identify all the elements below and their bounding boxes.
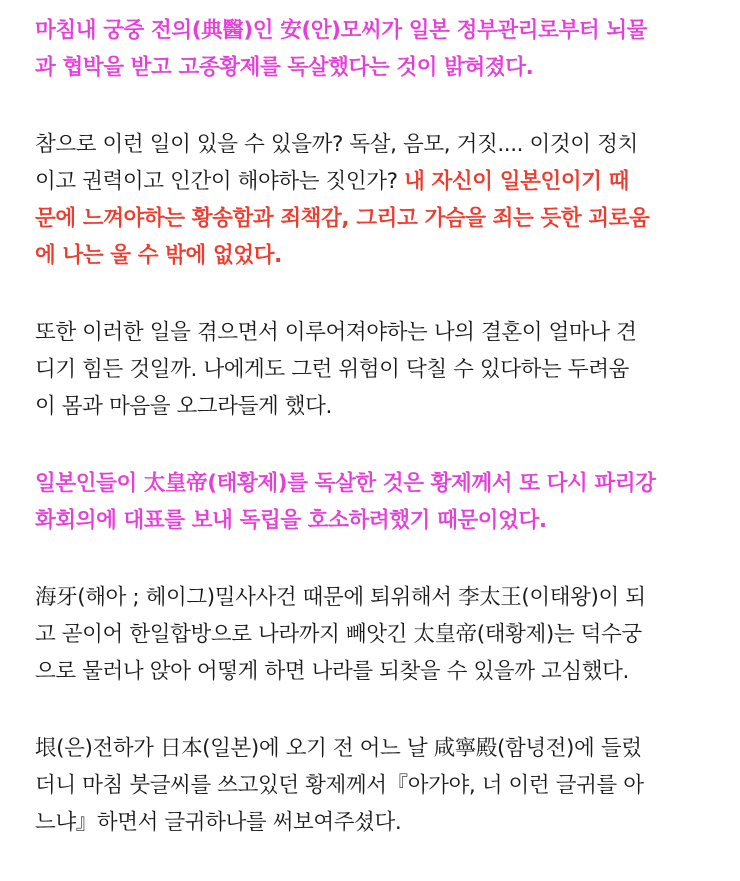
- paragraph-guilt: [35, 126, 705, 274]
- paragraph-poisoning-revealed: [35, 12, 705, 86]
- text-line: 화회의에 대표를 보내 독립을 호소하려했기 때문이었다.: [35, 508, 547, 533]
- highlighted-text-line: 에 나는 울 수 밖에 없었다.: [35, 243, 282, 268]
- text-line: 으로 물러나 앉아 어떻게 하면 나라를 되찾을 수 있을까 고심했다.: [35, 659, 629, 684]
- paragraph-calligraphy: [35, 730, 705, 841]
- paragraph-paris-conference: [35, 465, 705, 539]
- text-line: 마침내 궁중 전의(典醫)인 安(안)모씨가 일본 정부관리로부터 뇌물: [35, 18, 648, 43]
- text-line: 과 협박을 받고 고종황제를 독살했다는 것이 밝혀졌다.: [35, 55, 534, 80]
- highlighted-text-line: 문에 느껴야하는 황송함과 죄책감, 그리고 가슴을 죄는 듯한 괴로움: [35, 206, 650, 231]
- text-line: 느냐』하면서 글귀하나를 써보여주셨다.: [35, 810, 402, 835]
- text-line: [35, 163, 705, 200]
- text-line: 고 곧이어 한일합방으로 나라까지 빼앗긴 太皇帝(태황제)는 덕수궁: [35, 622, 642, 647]
- article-body: [35, 12, 705, 881]
- text-line: 垠(은)전하가 日本(일본)에 오기 전 어느 날 咸寧殿(함녕전)에 들렀: [35, 736, 642, 761]
- text-line: 일본인들이 太皇帝(태황제)를 독살한 것은 황제께서 또 다시 파리강: [35, 471, 656, 496]
- text-line: 이 몸과 마음을 오그라들게 했다.: [35, 394, 332, 419]
- paragraph-marriage-fear: [35, 314, 705, 425]
- text-line: 디기 힘든 것일까. 나에게도 그런 위험이 닥칠 수 있다하는 두려움: [35, 357, 629, 382]
- text-line: 더니 마침 붓글씨를 쓰고있던 황제께서『아가야, 너 이런 글귀를 아: [35, 773, 644, 798]
- highlighted-text-segment: 내 자신이 일본인이기 때: [404, 169, 630, 194]
- text-line: 또한 이러한 일을 겪으면서 이루어져야하는 나의 결혼이 얼마나 견: [35, 320, 637, 345]
- text-line: 참으로 이런 일이 있을 수 있을까? 독살, 음모, 거짓.... 이것이 정치: [35, 132, 638, 157]
- text-segment: 이고 권력이고 인간이 해야하는 짓인가?: [35, 169, 405, 194]
- paragraph-hague-incident: [35, 579, 705, 690]
- text-line: 海牙(해아 ; 헤이그)밀사사건 때문에 퇴위해서 李太王(이태왕)이 되: [35, 585, 646, 610]
